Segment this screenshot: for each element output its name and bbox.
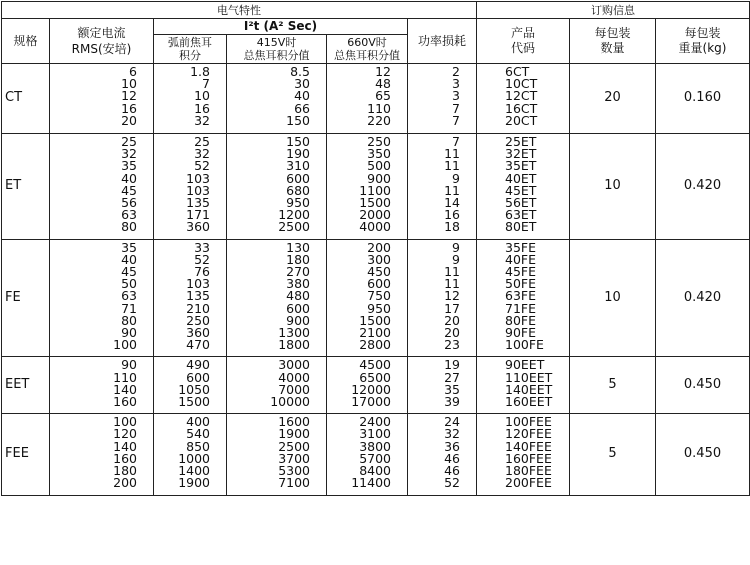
cell-value: 56 [121,195,137,211]
cell-value: 2800 [359,337,391,353]
cell-value: 56ET [505,195,537,211]
power-loss-cell [408,414,477,495]
spec-group-name: ET [2,134,50,240]
cell-value: 140EET [505,381,553,397]
cell-value: 35 [444,381,460,397]
cell-value: 160 [113,394,137,410]
cell-value: 1.8 [190,64,210,79]
cell-value: 46 [444,463,460,479]
cell-value: 71FE [505,300,536,316]
cell-value: 63 [121,207,137,223]
cell-value: 12000 [351,381,391,397]
cell-value: 90FE [505,325,536,341]
cell-value: 11 [444,182,460,198]
pack-weight-header: 每包装 重量(kg) [656,19,750,64]
pack-qty-cell: 5 [570,357,656,414]
cell-value: 600 [286,300,310,316]
cell-value: 190 [286,146,310,162]
cell-value: 5300 [278,463,310,479]
product-code-cell [477,414,570,495]
cell-value: 3100 [359,426,391,442]
cell-value: 8.5 [290,64,310,79]
cell-value: 11 [444,146,460,162]
cell-value: 52 [444,475,460,491]
cell-value: 180 [286,251,310,267]
cell-value: 6500 [359,369,391,385]
cell-value: 7100 [278,475,310,491]
power-loss-cell [408,357,477,414]
cell-value: 100 [113,337,137,353]
cell-value: 10 [194,88,210,104]
cell-value: 1600 [278,414,310,430]
cell-value: 11400 [351,475,391,491]
pack-weight-cell: 0.420 [656,239,750,357]
cell-value: 35ET [505,158,537,174]
cell-value: 12 [121,88,137,104]
cell-value: 1050 [178,381,210,397]
cell-value: 24 [444,414,460,430]
cell-value: 25 [194,134,210,150]
cell-value: 140 [113,438,137,454]
i2t-415v-cell [227,64,327,134]
cell-value: 160EET [505,394,553,410]
cell-value: 40 [121,170,137,186]
cell-value: 450 [367,264,391,280]
cell-value: 48 [375,76,391,92]
cell-value: 35 [121,239,137,255]
cell-value: 110 [367,100,391,116]
cell-value: 4000 [278,369,310,385]
cell-value: 5700 [359,450,391,466]
cell-value: 90EET [505,357,545,373]
cell-value: 32 [444,426,460,442]
cell-value: 25ET [505,134,537,150]
cell-value: 1800 [278,337,310,353]
rated-current-cell [50,357,154,414]
pack-qty-header: 每包装 数量 [570,19,656,64]
cell-value: 80 [121,312,137,328]
cell-value: 19 [444,357,460,373]
cell-value: 4500 [359,357,391,373]
i2t-660v-cell [327,239,408,357]
cell-value: 270 [286,264,310,280]
cell-value: 1900 [278,426,310,442]
cell-value: 71 [121,300,137,316]
cell-value: 250 [186,312,210,328]
table-row [2,357,750,414]
cell-value: 300 [367,251,391,267]
cell-value: 680 [286,182,310,198]
cell-value: 140 [113,381,137,397]
cell-value: 180FEE [505,463,552,479]
cell-value: 3700 [278,450,310,466]
cell-value: 200 [113,475,137,491]
cell-value: 45ET [505,182,537,198]
electrical-characteristics-header: 电气特性 [2,2,477,19]
cell-value: 1300 [278,325,310,341]
cell-value: 400 [186,414,210,430]
cell-value: 380 [286,276,310,292]
rated-current-cell [50,414,154,495]
cell-value: 1500 [359,195,391,211]
cell-value: 1200 [278,207,310,223]
cell-value: 200 [367,239,391,255]
cell-value: 17 [444,300,460,316]
i2t-415v-cell [227,357,327,414]
cell-value: 45 [121,264,137,280]
product-code-cell [477,134,570,240]
rated-current-header: 额定电流 RMS(安培) [50,19,154,64]
cell-value: 14 [444,195,460,211]
cell-value: 350 [367,146,391,162]
cell-value: 23 [444,337,460,353]
cell-value: 4000 [359,219,391,235]
cell-value: 2 [452,64,460,79]
power-loss-cell [408,239,477,357]
cell-value: 850 [186,438,210,454]
prearc-cell [154,357,227,414]
cell-value: 1500 [359,312,391,328]
cell-value: 100 [113,414,137,430]
cell-value: 7 [202,76,210,92]
cell-value: 1500 [178,394,210,410]
pack-qty-cell: 10 [570,239,656,357]
cell-value: 32ET [505,146,537,162]
cell-value: 6CT [505,64,530,79]
table-row [2,414,750,495]
cell-value: 52 [194,251,210,267]
cell-value: 7000 [278,381,310,397]
cell-value: 500 [367,158,391,174]
cell-value: 130 [286,239,310,255]
pack-weight-cell: 0.420 [656,134,750,240]
cell-value: 20 [121,112,137,128]
i2t-660v-cell [327,64,408,134]
cell-value: 103 [186,276,210,292]
i2t-415v-cell [227,414,327,495]
cell-value: 110 [113,369,137,385]
cell-value: 32 [194,112,210,128]
i2t-660v-cell [327,357,408,414]
cell-value: 9 [452,170,460,186]
cell-value: 310 [286,158,310,174]
cell-value: 90 [121,325,137,341]
power-loss-cell [408,64,477,134]
cell-value: 30 [294,76,310,92]
cell-value: 120 [113,426,137,442]
cell-value: 16 [121,100,137,116]
cell-value: 1100 [359,182,391,198]
cell-value: 150 [286,112,310,128]
cell-value: 25 [121,134,137,150]
table-row [2,134,750,240]
prearc-cell [154,64,227,134]
i2t-header: I²t (A² Sec) [154,19,408,35]
cell-value: 540 [186,426,210,442]
cell-value: 110EET [505,369,553,385]
cell-value: 12CT [505,88,538,104]
power-loss-header: 功率损耗 [408,19,477,64]
cell-value: 220 [367,112,391,128]
cell-value: 12 [444,288,460,304]
cell-value: 16 [444,207,460,223]
prearc-cell [154,134,227,240]
cell-value: 32 [121,146,137,162]
cell-value: 10 [121,76,137,92]
ordering-info-header: 订购信息 [477,2,750,19]
cell-value: 3800 [359,438,391,454]
cell-value: 360 [186,219,210,235]
table-row [2,64,750,134]
i2t-415v-cell [227,134,327,240]
pack-qty-cell: 5 [570,414,656,495]
cell-value: 63FE [505,288,536,304]
cell-value: 171 [186,207,210,223]
i2t-660v-cell [327,414,408,495]
cell-value: 9 [452,239,460,255]
cell-value: 210 [186,300,210,316]
cell-value: 100FEE [505,414,552,430]
i2t-660v-header: 660V时 总焦耳积分值 [327,35,408,64]
cell-value: 76 [194,264,210,280]
cell-value: 2100 [359,325,391,341]
cell-value: 16 [194,100,210,116]
cell-value: 470 [186,337,210,353]
cell-value: 45 [121,182,137,198]
cell-value: 32 [194,146,210,162]
cell-value: 20 [444,312,460,328]
cell-value: 250 [367,134,391,150]
cell-value: 490 [186,357,210,373]
cell-value: 40FE [505,251,536,267]
cell-value: 33 [194,239,210,255]
cell-value: 18 [444,219,460,235]
cell-value: 46 [444,450,460,466]
spec-group-name: EET [2,357,50,414]
spec-group-name: FE [2,239,50,357]
cell-value: 39 [444,394,460,410]
cell-value: 135 [186,288,210,304]
rated-current-cell [50,134,154,240]
prearc-cell [154,414,227,495]
cell-value: 8400 [359,463,391,479]
cell-value: 140FEE [505,438,552,454]
prearc-cell [154,239,227,357]
cell-value: 750 [367,288,391,304]
pack-qty-cell: 10 [570,134,656,240]
cell-value: 17000 [351,394,391,410]
cell-value: 11 [444,158,460,174]
fuse-spec-table [1,1,750,496]
cell-value: 360 [186,325,210,341]
cell-value: 3000 [278,357,310,373]
cell-value: 1400 [178,463,210,479]
cell-value: 3 [452,88,460,104]
cell-value: 36 [444,438,460,454]
cell-value: 3 [452,76,460,92]
cell-value: 20CT [505,112,538,128]
product-code-cell [477,239,570,357]
cell-value: 66 [294,100,310,116]
pack-weight-cell: 0.450 [656,414,750,495]
cell-value: 7 [452,100,460,116]
cell-value: 40 [294,88,310,104]
cell-value: 40 [121,251,137,267]
cell-value: 950 [286,195,310,211]
cell-value: 80FE [505,312,536,328]
cell-value: 2500 [278,219,310,235]
power-loss-cell [408,134,477,240]
cell-value: 11 [444,276,460,292]
cell-value: 103 [186,182,210,198]
cell-value: 120FEE [505,426,552,442]
pack-qty-cell: 20 [570,64,656,134]
rated-current-cell [50,239,154,357]
cell-value: 160FEE [505,450,552,466]
cell-value: 7 [452,112,460,128]
cell-value: 45FE [505,264,536,280]
spec-group-name: CT [2,64,50,134]
cell-value: 9 [452,251,460,267]
i2t-660v-cell [327,134,408,240]
cell-value: 20 [444,325,460,341]
cell-value: 16CT [505,100,538,116]
cell-value: 27 [444,369,460,385]
cell-value: 10CT [505,76,538,92]
cell-value: 52 [194,158,210,174]
rated-current-cell [50,64,154,134]
i2t-415v-header: 415V时 总焦耳积分值 [227,35,327,64]
cell-value: 6 [129,64,137,79]
cell-value: 600 [186,369,210,385]
spec-header: 规格 [2,19,50,64]
cell-value: 1000 [178,450,210,466]
table-body [2,64,750,496]
spec-group-name: FEE [2,414,50,495]
cell-value: 2400 [359,414,391,430]
cell-value: 63ET [505,207,537,223]
cell-value: 900 [286,312,310,328]
cell-value: 35FE [505,239,536,255]
cell-value: 40ET [505,170,537,186]
cell-value: 160 [113,450,137,466]
cell-value: 480 [286,288,310,304]
cell-value: 7 [452,134,460,150]
pack-weight-cell: 0.160 [656,64,750,134]
cell-value: 600 [367,276,391,292]
cell-value: 2500 [278,438,310,454]
cell-value: 150 [286,134,310,150]
cell-value: 100FE [505,337,544,353]
cell-value: 900 [367,170,391,186]
cell-value: 135 [186,195,210,211]
cell-value: 80 [121,219,137,235]
pack-weight-cell: 0.450 [656,357,750,414]
cell-value: 950 [367,300,391,316]
cell-value: 63 [121,288,137,304]
cell-value: 200FEE [505,475,552,491]
prearc-header: 弧前焦耳 积分 [154,35,227,64]
product-code-header: 产品 代码 [477,19,570,64]
cell-value: 80ET [505,219,537,235]
table-row [2,239,750,357]
i2t-415v-cell [227,239,327,357]
cell-value: 65 [375,88,391,104]
cell-value: 50 [121,276,137,292]
product-code-cell [477,64,570,134]
cell-value: 10000 [270,394,310,410]
cell-value: 180 [113,463,137,479]
cell-value: 600 [286,170,310,186]
cell-value: 2000 [359,207,391,223]
cell-value: 103 [186,170,210,186]
product-code-cell [477,357,570,414]
cell-value: 11 [444,264,460,280]
cell-value: 50FE [505,276,536,292]
cell-value: 90 [121,357,137,373]
cell-value: 1900 [178,475,210,491]
cell-value: 12 [375,64,391,79]
cell-value: 35 [121,158,137,174]
